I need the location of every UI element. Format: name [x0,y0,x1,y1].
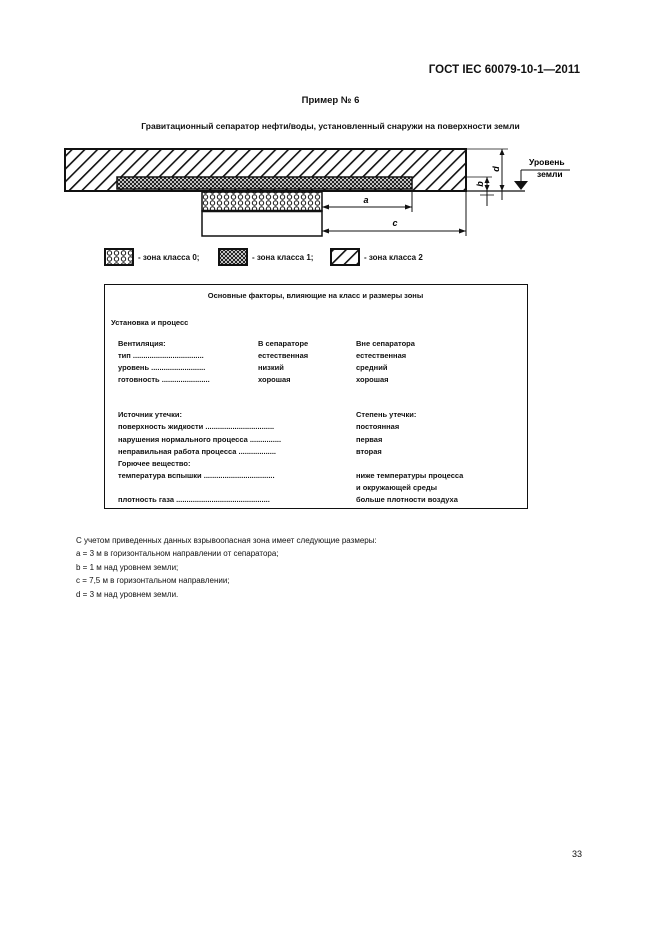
leak-row-1-label: поверхность жидкости ................................. [118,422,275,431]
leak-row-3-value: вторая [356,447,382,456]
example-title: Пример № 6 [301,95,360,106]
conclusion-line-c: c = 7,5 м в горизонтальном направлении; [76,576,230,586]
legend-zone-2 [330,248,423,266]
dots-pattern-icon [104,248,134,266]
dim-a-label: a [363,195,369,205]
installation-heading: Установка и процесс [111,318,189,327]
vent-level-label: уровень .......................... [118,363,206,372]
gas-density-label: плотность газа ............................................. [118,495,270,504]
col-out-separator: Вне сепаратора [356,339,415,348]
legend-zone-2-label: - зона класса 2 [364,252,423,262]
flammable-heading: Горючее вещество: [118,459,191,468]
flash-point-value-2: и окружающей среды [356,483,438,492]
legend-zone-0-label: - зона класса 0; [138,252,200,262]
conclusion-intro: С учетом приведенных данных взрывоопасная зона имеет следующие размеры: [76,536,377,545]
legend-zone-1 [218,248,313,266]
conclusion-line-b: b = 1 м над уровнем земли; [76,562,179,572]
leak-source-heading: Источник утечки: [118,410,182,419]
diagonal-pattern-icon [330,248,360,266]
standard-header: ГОСТ IEC 60079-10-1—2011 [428,64,580,76]
figure-caption: Гравитационный сепаратор нефти/воды, установленный снаружи на поверхности земли [141,121,520,131]
leak-row-2-label: нарушения нормального процесса ............... [118,435,282,444]
vent-type-out: естественная [356,351,407,360]
factors-box [104,284,528,509]
leak-degree-heading: Степень утечки: [356,410,417,419]
conclusion-line-a: a = 3 м в горизонтальном направлении от сепаратора; [76,549,279,559]
ground-label-line2: земли [537,169,563,179]
dim-c-label: c [392,218,398,228]
separator-tank [202,211,322,236]
ventilation-heading: Вентиляция: [118,339,166,348]
col-in-separator: В сепараторе [258,339,309,348]
gas-density-value: больше плотности воздуха [356,495,458,504]
conclusion-text [76,534,377,601]
factors-title: Основные факторы, влияющие на класс и размеры зоны [207,291,424,300]
dim-b-label: b [475,181,485,187]
dim-d-label: d [491,166,501,172]
flash-point-label: температура вспышки .................................. [118,471,275,480]
ground-label-line1: Уровень [529,157,565,167]
zone-1-area [117,177,412,189]
flash-point-value-1: ниже температуры процесса [356,471,464,480]
vent-availability-label: готовность ....................... [118,375,210,384]
vent-level-out: средний [356,363,388,372]
vent-type-in: естественная [258,351,309,360]
legend-zone-1-label: - зона класса 1; [252,252,314,262]
page-number: 33 [571,849,582,859]
ground-symbol-icon [514,181,528,190]
leak-row-2-value: первая [356,435,383,444]
vent-availability-in: хорошая [258,375,291,384]
vent-availability-out: хорошая [356,375,389,384]
legend-zone-0 [104,248,199,266]
leak-row-1-value: постоянная [356,422,400,431]
zone-0-area [202,192,322,211]
leak-row-3-label: неправильная работа процесса .................. [118,447,277,456]
separator-figure [55,140,575,245]
crosshatch-pattern-icon [218,248,248,266]
conclusion-line-d: d = 3 м над уровнем земли. [76,589,179,599]
vent-type-label: тип .................................. [118,351,204,360]
zone-legend [104,248,544,272]
vent-level-in: низкий [258,363,284,372]
